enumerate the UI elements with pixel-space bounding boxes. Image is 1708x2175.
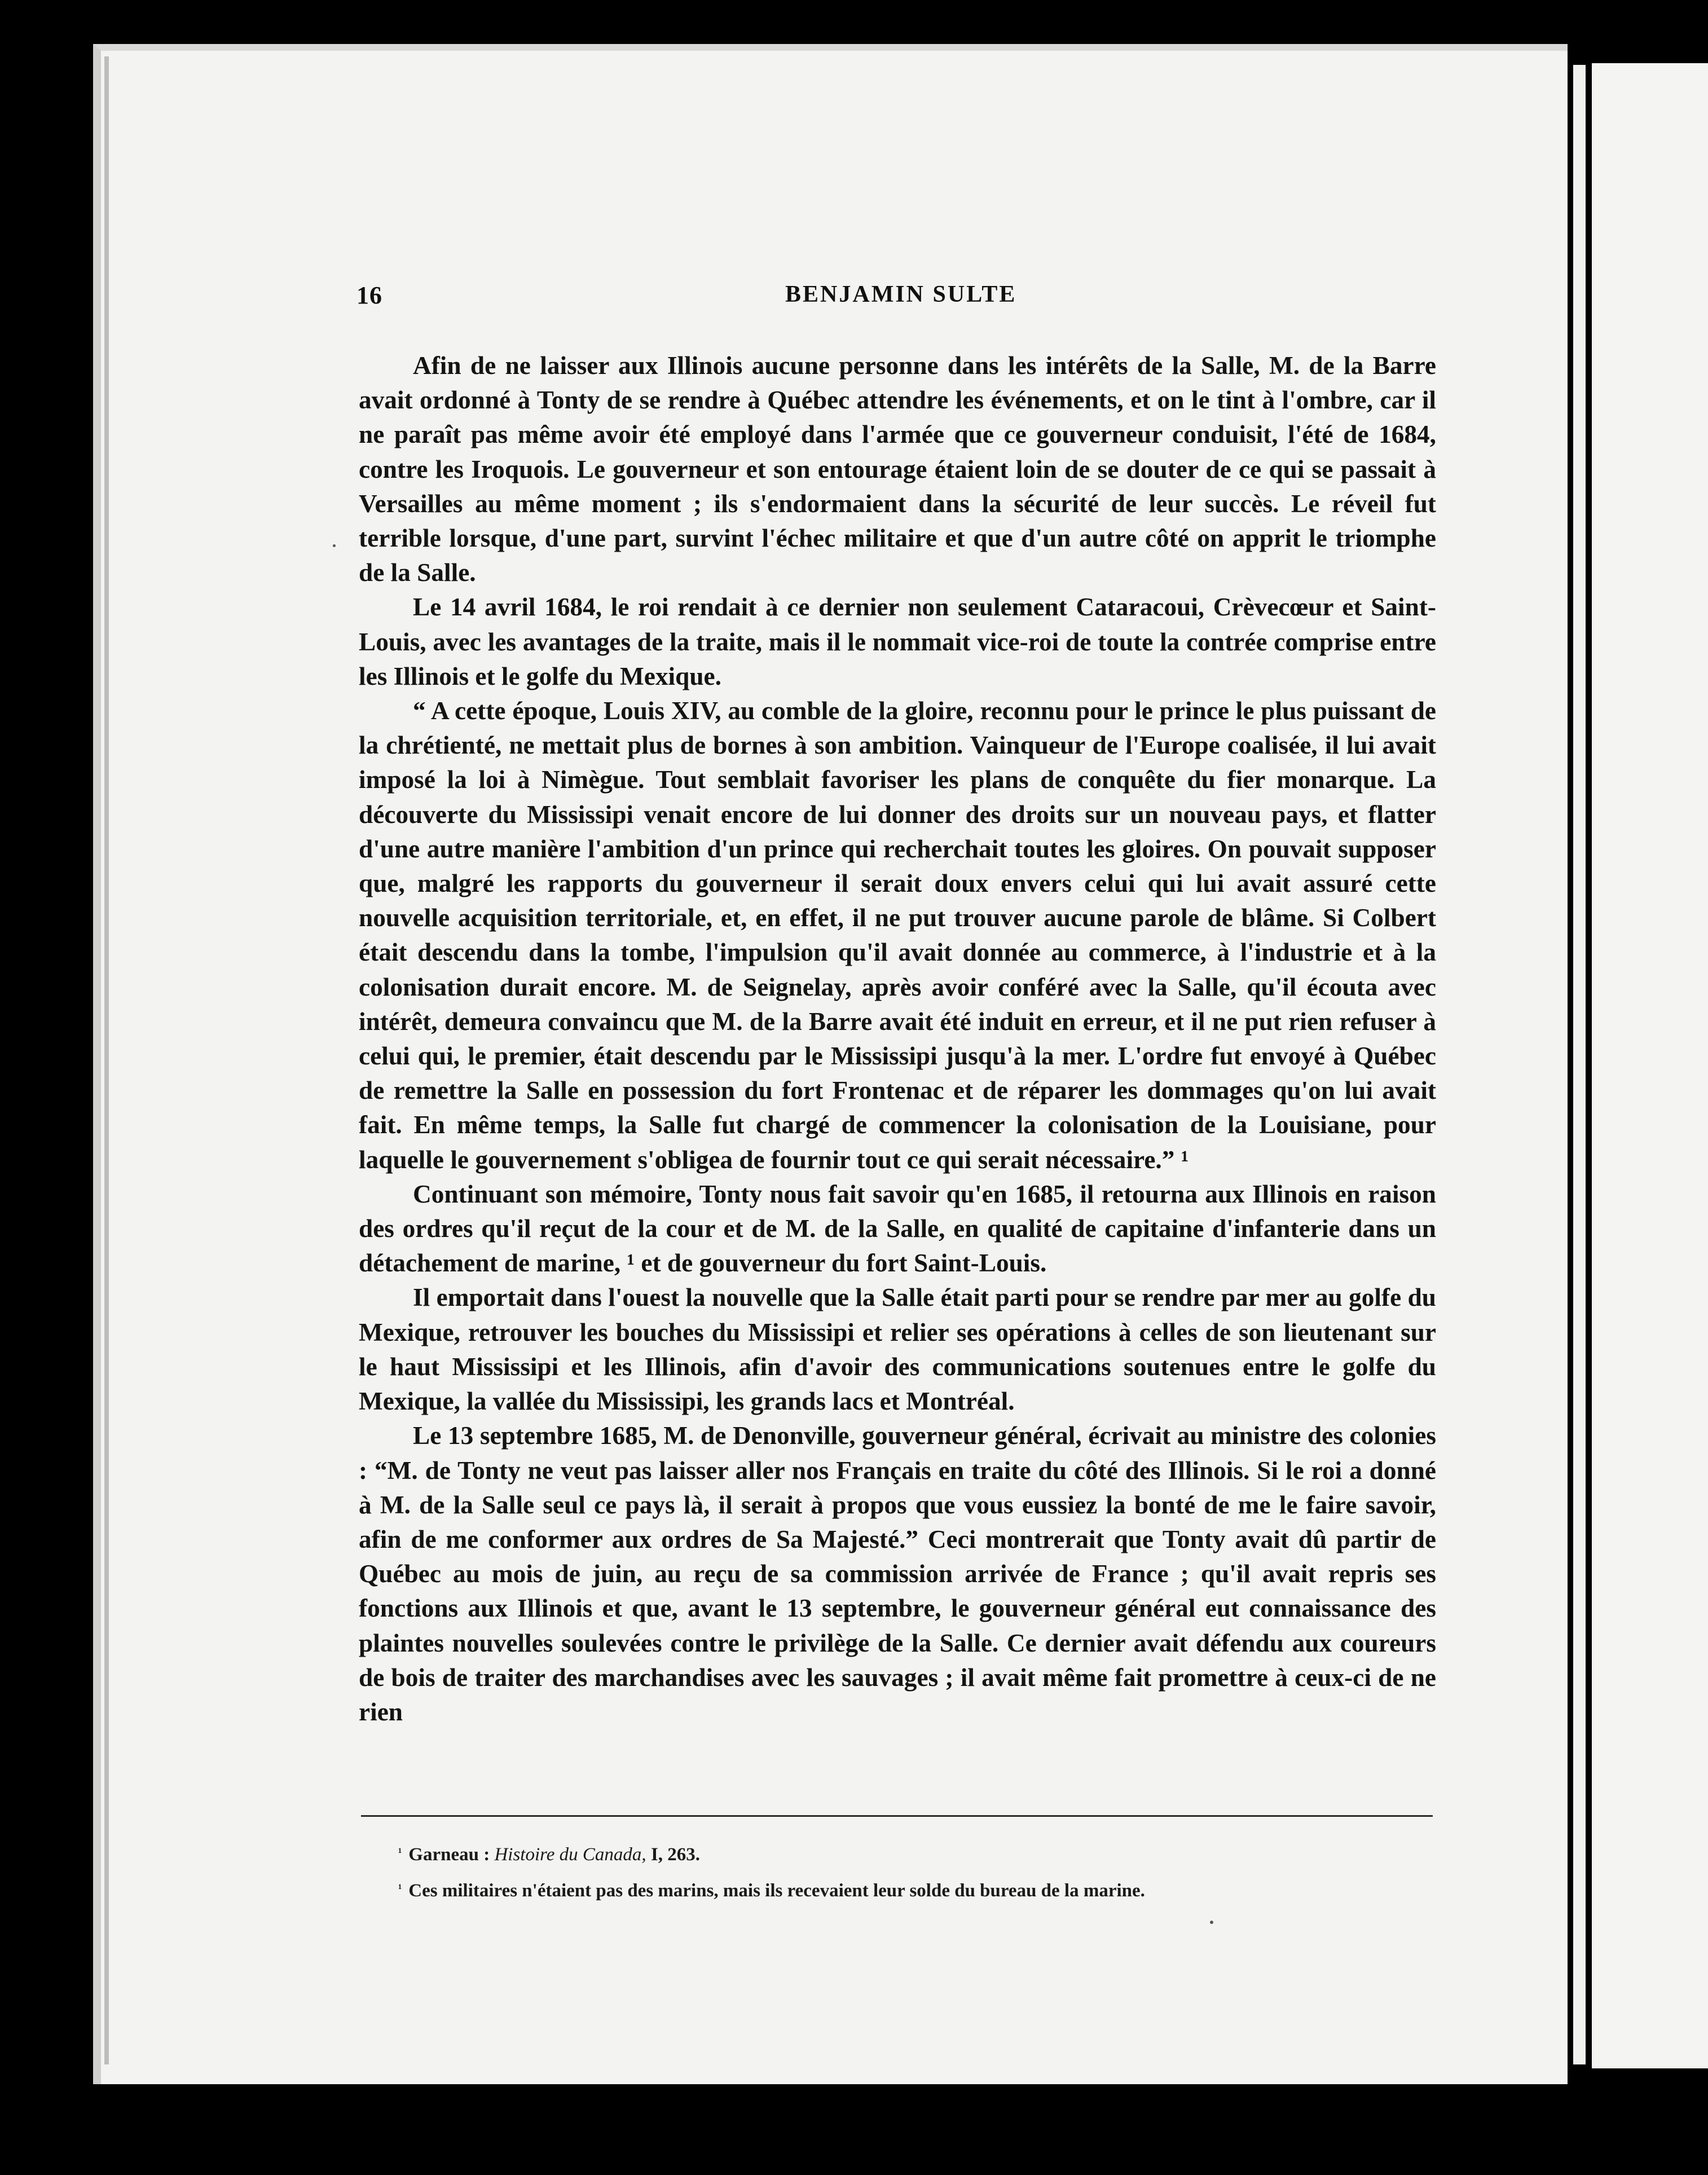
footnote-title: Histoire du Canada, xyxy=(494,1844,646,1865)
paragraph: Le 13 septembre 1685, M. de Denonville, gouverneur général, écrivait au ministre des colonies : “M. de Tonty ne veut pas laisser aller nos Français en traite du côté des Illinois. Si le roi a donné à M. de la Salle seul ce pays là, il serait à propos que vous eussiez la bonté de me le faire savoir, afin de me conformer aux ordres de Sa Majesté.” Ceci montrerait que Tonty avait dû partir de Québec au mois de juin, au reçu de sa commission arrivée de France ; qu'il avait repris ses fonctions aux Illinois et que, avant le 13 septembre, le gouverneur général eut connaissance des plaintes nouvelles soulevées contre le privilège de la Salle. Ce dernier avait défendu aux coureurs de bois de traiter des marchandises avec les sauvages ; il avait même fait promettre à ceux-ci de ne rien xyxy=(359,1421,1436,1726)
paragraph: Le 14 avril 1684, le roi rendait à ce dernier non seulement Cataracoui, Crèvecœur et Saint-Louis, avec les avantages de la traite, mais il le nommait vice-roi de toute la contrée comprise entre les Illinois et le golfe du Mexique. xyxy=(359,593,1436,690)
footnote-divider xyxy=(361,1815,1433,1817)
scan-speck xyxy=(1210,1921,1213,1924)
footnote-mark: ¹ xyxy=(398,1846,402,1859)
footnote-reference: I, 263. xyxy=(646,1844,701,1865)
page-number: 16 xyxy=(356,281,382,309)
footnote xyxy=(398,1873,1436,1909)
running-head xyxy=(356,281,1437,315)
page-binding-shadow xyxy=(104,56,109,2064)
paragraph: Il emportait dans l'ouest la nouvelle que la Salle était parti pour se rendre par mer au golfe du Mexique, retrouver les bouches du Mississipi et relier ses opérations à celles de son lieutenant sur le haut Mississipi et les Illinois, afin d'avoir des communications soutenues entre le golfe du Mexique, la vallée du Mississipi, les grands lacs et Montréal. xyxy=(359,1283,1436,1416)
footnote xyxy=(398,1837,1436,1873)
main-text xyxy=(359,349,1436,1729)
paragraph: “ A cette époque, Louis XIV, au comble de la gloire, reconnu pour le prince le plus puissant de la chrétienté, ne mettait plus de bornes à son ambition. Vainqueur de l'Europe coalisée, il lui avait imposé la loi à Nimègue. Tout semblait favoriser les plans de conquête du fier monarque. La découverte du Mississipi venait encore de lui donner des droits sur un nouveau pays, et flatter d'une autre manière l'ambition d'un prince qui recherchait toutes les gloires. On pouvait supposer que, malgré les rapports du gouverneur il serait doux envers celui qui lui avait assuré cette nouvelle acquisition territoriale, et, en effet, il ne put trouver aucune parole de blâme. Si Colbert était descendu dans la tombe, l'impulsion qu'il avait donnée au commerce, à l'industrie et à la colonisation durait encore. M. de Seignelay, après avoir conféré avec la Salle, qu'il écouta avec intérêt, demeura convaincu que M. de la Barre avait été induit en erreur, et il ne put rien refuser à celui qui, le premier, était descendu par le Mississipi jusqu'à la mer. L'ordre fut envoyé à Québec de remettre la Salle en possession du fort Frontenac et de réparer les dommages qu'on lui avait fait. En même temps, la Salle fut chargé de commencer la colonisation de la Louisiane, pour laquelle le gouvernement s'obligea de fournir tout ce qui serait nécessaire.” ¹ xyxy=(359,697,1436,1174)
footnote-author: Garneau : xyxy=(408,1844,495,1865)
page-stack-edge xyxy=(1573,65,1586,2064)
footnote-mark: ¹ xyxy=(398,1882,402,1895)
adjacent-page-edge xyxy=(1592,63,1708,2068)
footnote-text: Ces militaires n'étaient pas des marins, mais ils recevaient leur solde du bureau de la marine. xyxy=(408,1881,1145,1901)
paragraph: Continuant son mémoire, Tonty nous fait savoir qu'en 1685, il retourna aux Illinois en raison des ordres qu'il reçut de la cour et de M. de la Salle, en qualité de capitaine d'infanterie dans un détachement de marine, ¹ et de gouverneur du fort Saint-Louis. xyxy=(359,1179,1436,1278)
scan-speck xyxy=(333,544,336,547)
running-title: BENJAMIN SULTE xyxy=(785,281,1017,307)
paragraph: Afin de ne laisser aux Illinois aucune personne dans les intérêts de la Salle, M. de la Barre avait ordonné à Tonty de se rendre à Québec attendre les événements, et on le tint à l'ombre, car il ne paraît pas même avoir été employé dans l'armée que ce gouverneur conduisit, l'été de 1684, contre les Iroquois. Le gouverneur et son entourage étaient loin de se douter de ce qui se passait à Versailles au même moment ; ils s'endormaient dans la sécurité de leur succès. Le réveil fut terrible lorsque, d'une part, survint l'échec militaire et que d'un autre côté on apprit le triomphe de la Salle. xyxy=(359,351,1436,587)
footnotes xyxy=(398,1837,1436,1909)
